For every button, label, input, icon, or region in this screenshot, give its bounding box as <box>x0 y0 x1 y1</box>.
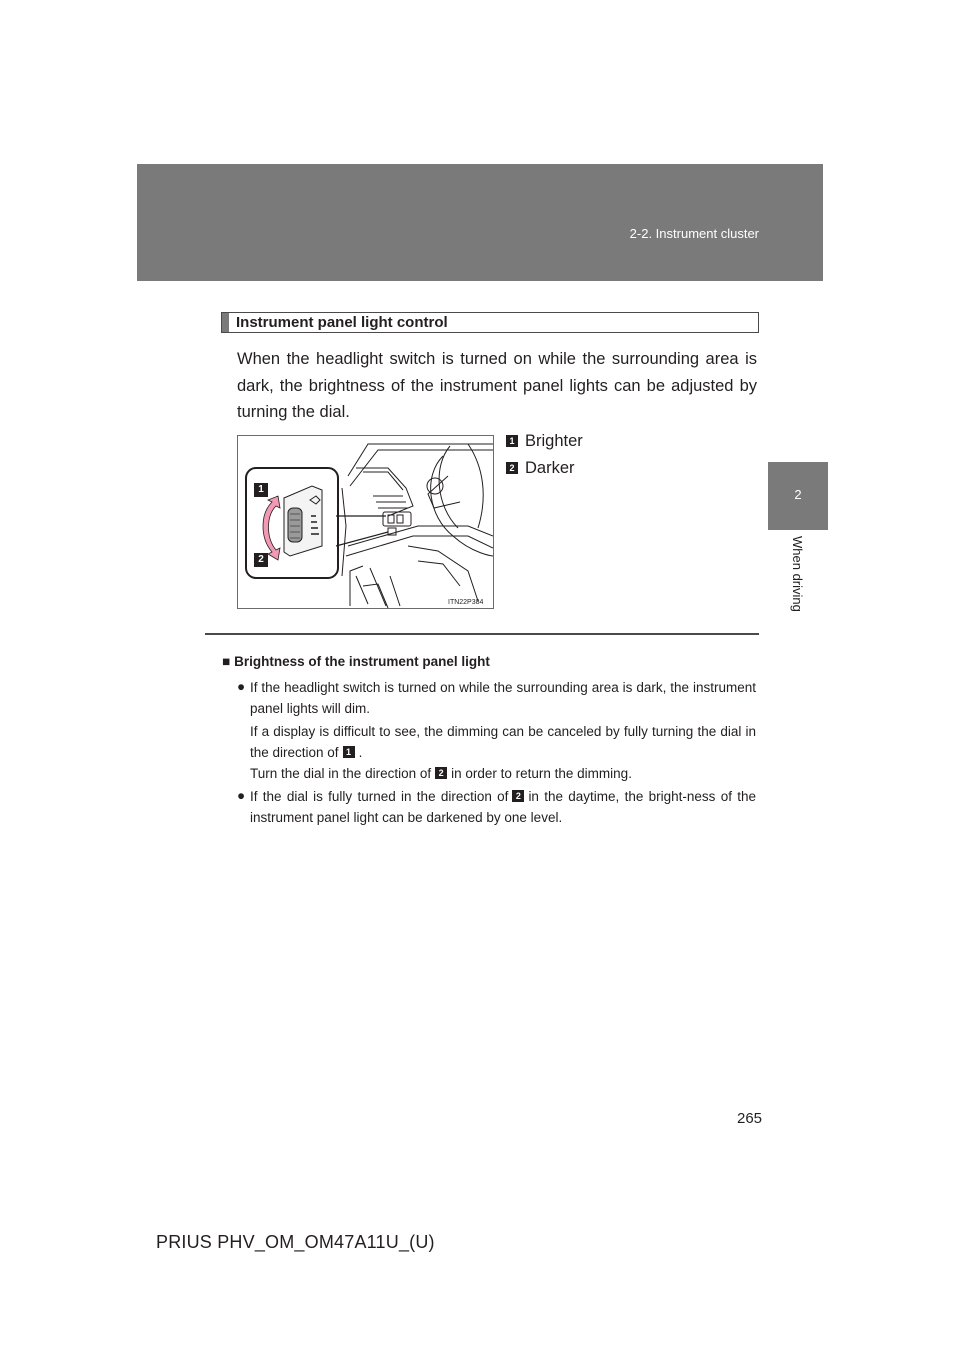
note-paragraph-3-end: in the daytime, the bright-ness of the instrument panel light can be darkened by one level. <box>250 789 757 825</box>
note-paragraph-1: If the headlight switch is turned on while the surrounding area is dark, the instrument panel lights will dim. <box>250 680 756 716</box>
dashboard-drawing <box>238 436 494 609</box>
subsection-heading <box>221 312 759 333</box>
dial-illustration <box>237 435 494 609</box>
inline-num-2: 2 <box>435 767 447 779</box>
section-title: 2-2. Instrument cluster <box>629 226 759 241</box>
note-paragraph-3 <box>250 786 756 828</box>
legend-num-1: 1 <box>506 435 518 447</box>
inline-num-1: 1 <box>343 746 355 758</box>
legend-label-brighter: Brighter <box>525 432 583 450</box>
inline-num-2b: 2 <box>512 790 524 802</box>
chapter-label-text: When driving <box>790 536 805 612</box>
note-paragraph-2b-end: in order to return the dimming. <box>451 766 632 781</box>
legend-item-brighter <box>506 432 583 451</box>
intro-paragraph: When the headlight switch is turned on while the surrounding area is dark, the brightness of the instrument panel lights can be adjusted by turning the dial. <box>237 350 757 421</box>
note-paragraph-3-text: If the dial is fully turned in the direction of <box>250 789 509 804</box>
subsection-heading-text: Instrument panel light control <box>236 314 448 331</box>
chapter-tab <box>768 462 828 530</box>
circle-bullet-icon: ● <box>237 788 246 803</box>
chapter-number: 2 <box>794 487 802 502</box>
callout-2: 2 <box>254 553 268 567</box>
legend-item-darker <box>506 459 575 478</box>
header-band <box>137 164 823 281</box>
note-paragraph-2-end: . <box>358 745 363 760</box>
divider <box>205 633 759 635</box>
square-bullet-icon: ■ <box>222 654 231 669</box>
heading-accent <box>222 313 229 332</box>
callout-1: 1 <box>254 483 268 497</box>
figure-code: ITN22P384 <box>448 599 484 606</box>
note-paragraph-2-text: If a display is difficult to see, the dimming can be canceled by fully turning the dial in the direction of <box>250 724 756 760</box>
note-heading-text: Brightness of the instrument panel light <box>234 654 490 669</box>
note-paragraph-2b-text: Turn the dial in the direction of <box>250 766 432 781</box>
note-heading <box>222 654 490 669</box>
circle-bullet-icon: ● <box>237 679 246 694</box>
legend-label-darker: Darker <box>525 459 575 477</box>
footer-doc-id: PRIUS PHV_OM_OM47A11U_(U) <box>156 1232 435 1252</box>
note-paragraph-2 <box>250 721 756 784</box>
chapter-label <box>758 536 838 626</box>
legend-num-2: 2 <box>506 462 518 474</box>
page-number: 265 <box>737 1110 763 1127</box>
